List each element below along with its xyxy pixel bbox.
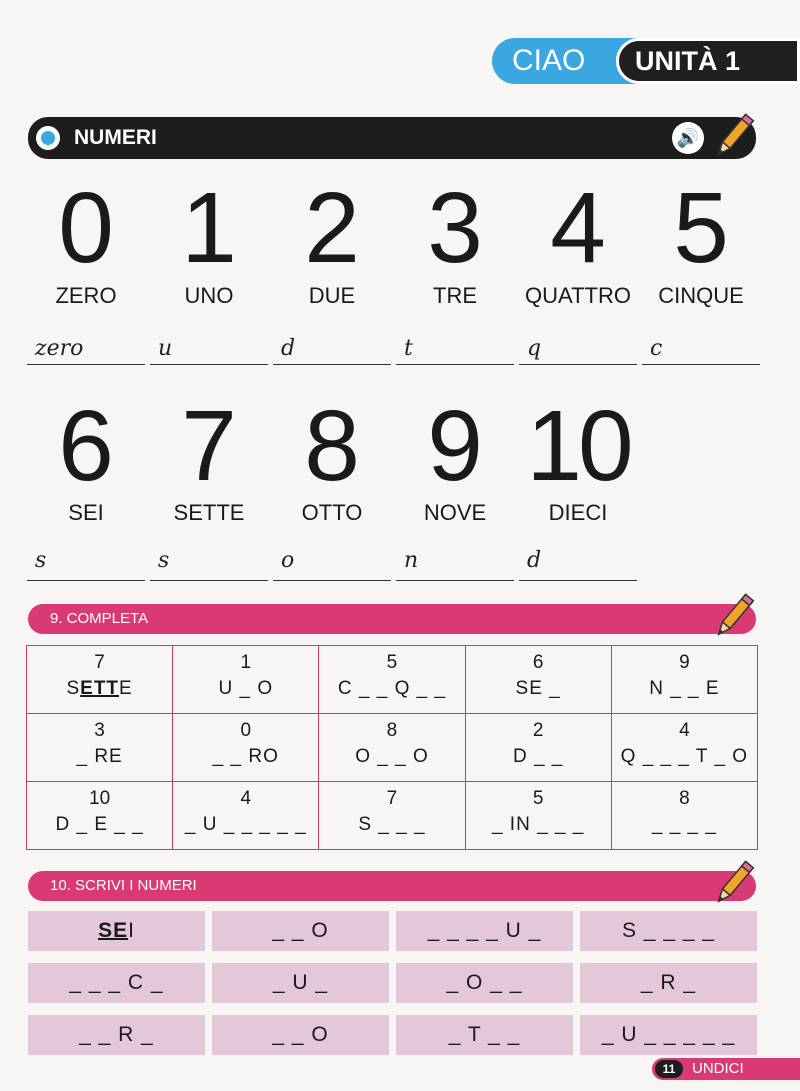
scrivi-cell[interactable]: _ O _ _: [396, 963, 573, 1003]
scrivi-cell[interactable]: S _ _ _ _: [580, 911, 757, 951]
writing-line[interactable]: [27, 580, 145, 581]
page-footer: [652, 1058, 800, 1080]
number-word: CINQUE: [658, 283, 744, 308]
writing-line[interactable]: [519, 364, 637, 365]
number-digit: 4: [550, 172, 606, 284]
scrivi-answer: SE: [98, 919, 129, 942]
cell-word: C _ _ Q _ _: [337, 678, 447, 699]
cell-number: 8: [386, 720, 398, 741]
completa-cell[interactable]: [611, 714, 757, 782]
completa-cell[interactable]: [27, 782, 173, 850]
writing-line[interactable]: [273, 364, 391, 365]
handwritten-answer: s: [35, 548, 47, 573]
cell-word-suffix: E: [119, 678, 133, 699]
cell-number: 9: [679, 652, 690, 673]
page-number-word: UNDICI: [692, 1060, 744, 1077]
cell-number: 4: [679, 720, 690, 741]
completa-cell[interactable]: [319, 646, 465, 714]
cell-word: _ IN _ _ _: [491, 814, 585, 835]
scrivi-title: 10. SCRIVI I NUMERI: [50, 877, 197, 894]
numeri-title: NUMERI: [74, 126, 157, 149]
table-row: [27, 782, 758, 850]
number-digit: 2: [304, 172, 360, 284]
cell-number: 5: [532, 788, 544, 809]
writing-line[interactable]: [150, 580, 268, 581]
cell-word-prefix: S: [66, 678, 81, 699]
numeri-section-bar: [28, 117, 756, 159]
completa-cell[interactable]: [611, 782, 757, 850]
scrivi-suffix: I: [128, 919, 135, 942]
completa-section-bar: [28, 604, 756, 634]
handwritten-answer: d: [281, 336, 296, 361]
number-digit: 6: [58, 390, 114, 502]
number-word: QUATTRO: [525, 283, 631, 308]
handwritten-answer: n: [404, 548, 419, 573]
table-row: [27, 714, 758, 782]
cell-number: 6: [532, 652, 544, 673]
handwritten-answer: d: [527, 548, 542, 573]
pencil-icon: [712, 110, 756, 162]
completa-title: 9. COMPLETA: [50, 610, 149, 627]
number-word: OTTO: [301, 500, 363, 525]
cell-word: O _ _ O: [355, 746, 429, 767]
writing-line[interactable]: [396, 364, 514, 365]
completa-cell[interactable]: [465, 646, 611, 714]
handwritten-answer: q: [527, 336, 542, 361]
cell-word: D _ _: [512, 746, 564, 767]
number-word: SETTE: [173, 500, 245, 525]
completa-cell[interactable]: [465, 714, 611, 782]
cell-number: 2: [532, 720, 544, 741]
number-digit: 1: [181, 172, 237, 284]
scrivi-cell[interactable]: _ U _: [212, 963, 389, 1003]
cell-word: [27, 674, 172, 704]
number-digit: 3: [427, 172, 483, 284]
scrivi-cell[interactable]: _ U _ _ _ _ _: [580, 1015, 757, 1055]
cell-word: Q _ _ _ T _ O: [620, 746, 749, 767]
cell-number: 8: [679, 788, 690, 809]
completa-cell[interactable]: [611, 646, 757, 714]
cell-word: D _ E _ _: [55, 814, 144, 835]
scrivi-cell[interactable]: _ _ R _: [28, 1015, 205, 1055]
cell-number: 4: [240, 788, 252, 809]
cell-word: U _ O: [218, 678, 274, 699]
number-word: SEI: [68, 500, 104, 525]
cell-word-answer: ETT: [80, 678, 120, 699]
pencil-icon: [712, 857, 756, 909]
handwritten-answer: u: [158, 336, 173, 361]
scrivi-cell[interactable]: _ _ _ C _: [28, 963, 205, 1003]
number-digit: 7: [181, 390, 237, 502]
completa-cell[interactable]: [173, 646, 319, 714]
number-word: DIECI: [548, 500, 608, 525]
writing-line[interactable]: [519, 580, 637, 581]
cell-number: 1: [240, 652, 252, 673]
ciao-label: CIAO: [492, 38, 642, 84]
pencil-icon: [712, 590, 756, 642]
handwritten-answer: o: [281, 548, 295, 573]
speaker-icon[interactable]: 🔊: [672, 122, 704, 154]
number-word: UNO: [184, 283, 234, 308]
writing-line[interactable]: [396, 580, 514, 581]
cell-word: N _ _ E: [649, 678, 720, 699]
cell-number: 3: [94, 720, 105, 741]
number-digit: 8: [304, 390, 360, 502]
scrivi-cell[interactable]: _ _ O: [212, 1015, 389, 1055]
scrivi-cell[interactable]: _ R _: [580, 963, 757, 1003]
number-word: DUE: [308, 283, 356, 308]
completa-table: [26, 645, 758, 850]
handwritten-answer: t: [404, 336, 413, 361]
scrivi-cell[interactable]: _ _ _ _ U _: [396, 911, 573, 951]
unit-tab: [492, 38, 800, 84]
cell-word: _ RE: [76, 746, 123, 767]
writing-line[interactable]: [150, 364, 268, 365]
completa-cell[interactable]: [27, 646, 173, 714]
table-row: [27, 646, 758, 714]
completa-cell[interactable]: [465, 782, 611, 850]
bullet-icon: [36, 126, 60, 150]
handwritten-answer: c: [650, 336, 663, 361]
cell-number: 5: [386, 652, 398, 673]
number-digit: 5: [673, 172, 729, 284]
handwritten-answer: zero: [35, 336, 84, 361]
handwritten-answer: s: [158, 548, 170, 573]
cell-word: S _ _ _: [358, 814, 426, 835]
writing-line[interactable]: [27, 364, 145, 365]
number-digit: 0: [58, 172, 114, 284]
number-digit: 10: [526, 390, 630, 502]
cell-word: _ U _ _ _ _ _: [184, 814, 307, 835]
completa-cell[interactable]: [173, 782, 319, 850]
unit-label: UNITÀ 1: [616, 38, 800, 84]
completa-cell[interactable]: [319, 714, 465, 782]
number-digit: 9: [427, 390, 483, 502]
writing-line[interactable]: [273, 580, 391, 581]
cell-number: 7: [386, 788, 398, 809]
scrivi-section-bar: [28, 871, 756, 901]
writing-line[interactable]: [642, 364, 760, 365]
cell-number: 10: [89, 788, 111, 809]
cell-word: _ _ RO: [212, 746, 279, 767]
cell-number: 7: [94, 652, 105, 673]
completa-cell[interactable]: [319, 782, 465, 850]
scrivi-cell[interactable]: [28, 911, 205, 951]
scrivi-cell[interactable]: _ _ O: [212, 911, 389, 951]
completa-cell[interactable]: [27, 714, 173, 782]
scrivi-cell[interactable]: _ T _ _: [396, 1015, 573, 1055]
cell-word: _ _ _ _: [651, 814, 717, 835]
page-number: 11: [655, 1060, 683, 1078]
completa-cell[interactable]: [173, 714, 319, 782]
number-word: NOVE: [423, 500, 487, 525]
number-word: ZERO: [55, 283, 117, 308]
cell-number: 0: [240, 720, 252, 741]
cell-word: SE _: [515, 678, 561, 699]
number-word: TRE: [433, 283, 477, 308]
